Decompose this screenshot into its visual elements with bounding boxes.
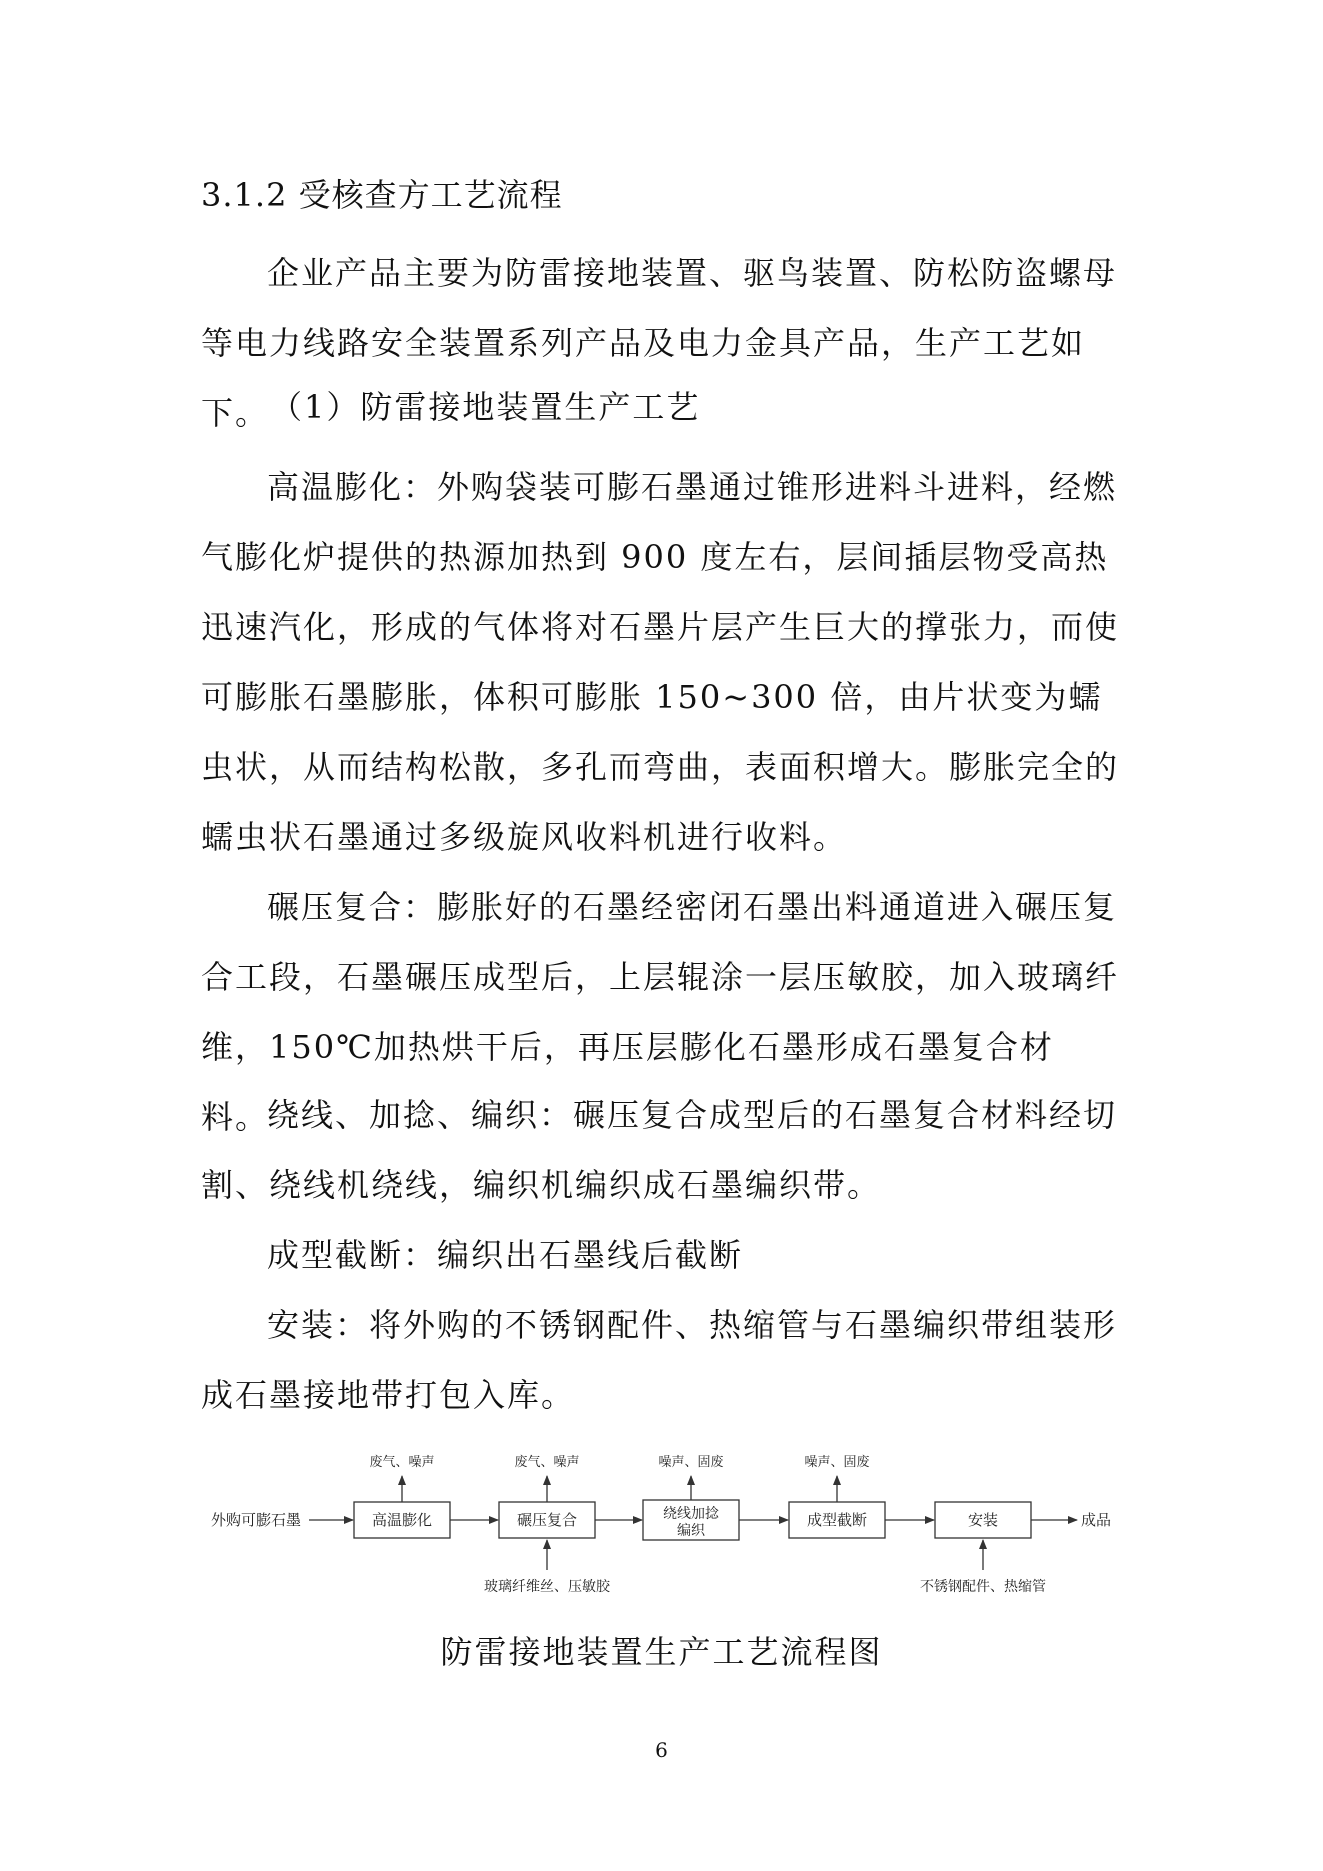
emission-label-1: 废气、噪声 xyxy=(369,1455,435,1470)
subsection-title: （1）防雷接地装置生产工艺 xyxy=(270,388,701,426)
process-flowchart xyxy=(201,1448,1121,1608)
step-label-winding-line1: 绕线加捻 xyxy=(663,1506,719,1522)
flow-input-label: 外购可膨石墨 xyxy=(211,1511,302,1529)
emission-label-4: 噪声、固废 xyxy=(804,1455,870,1470)
page-number: 6 xyxy=(655,1738,668,1762)
step-label-expansion: 高温膨化 xyxy=(371,1511,433,1529)
paragraph-rolling-composite: 碾压复合：膨胀好的石墨经密闭石墨出料通道进入碾压复合工段，石墨碾压成型后，上层辊涂一层压敏胶，加入玻璃纤维，150℃加热烘干后，再压层膨化石墨形成石墨复合材料。 xyxy=(201,888,1120,1136)
material-label-2: 玻璃纤维丝、压敏胶 xyxy=(484,1579,610,1595)
paragraph-high-temp-expansion: 高温膨化：外购袋装可膨石墨通过锥形进料斗进料，经燃气膨化炉提供的热源加热到 900 度左右，层间插层物受高热迅速汽化，形成的气体将对石墨片层产生巨大的撑张力，而使可膨胀石墨膨胀，体积可膨胀 150~300 倍，由片状变为蠕虫状，从而结构松散，多孔而弯曲，表面积增大。膨胀完全的蠕虫状石墨通过多级旋风收料机进行收料。 xyxy=(201,468,1120,856)
emission-label-3: 噪声、固废 xyxy=(658,1455,724,1470)
step-label-cutting: 成型截断 xyxy=(806,1511,868,1529)
figure-caption: 防雷接地装置生产工艺流程图 xyxy=(440,1633,883,1671)
flow-output-label: 成品 xyxy=(1081,1511,1112,1529)
section-title: 3.1.2 受核查方工艺流程 xyxy=(201,176,563,214)
paragraph-cutting: 成型截断：编织出石墨线后截断 xyxy=(267,1236,744,1274)
emission-label-2: 废气、噪声 xyxy=(514,1455,580,1470)
step-label-rolling: 碾压复合 xyxy=(516,1511,578,1529)
intro-paragraph: 企业产品主要为防雷接地装置、驱鸟装置、防松防盗螺母等电力线路安全装置系列产品及电力金具产品，生产工艺如下。 xyxy=(201,254,1118,432)
step-label-assembly: 安装 xyxy=(967,1511,999,1529)
paragraph-assembly: 安装：将外购的不锈钢配件、热缩管与石墨编织带组装形成石墨接地带打包入库。 xyxy=(201,1306,1118,1414)
material-label-5: 不锈钢配件、热缩管 xyxy=(920,1579,1046,1595)
paragraph-winding-weaving: 绕线、加捻、编织：碾压复合成型后的石墨复合材料经切割、绕线机绕线，编织机编织成石墨编织带。 xyxy=(201,1096,1118,1204)
step-label-winding-line2: 编织 xyxy=(677,1523,705,1539)
